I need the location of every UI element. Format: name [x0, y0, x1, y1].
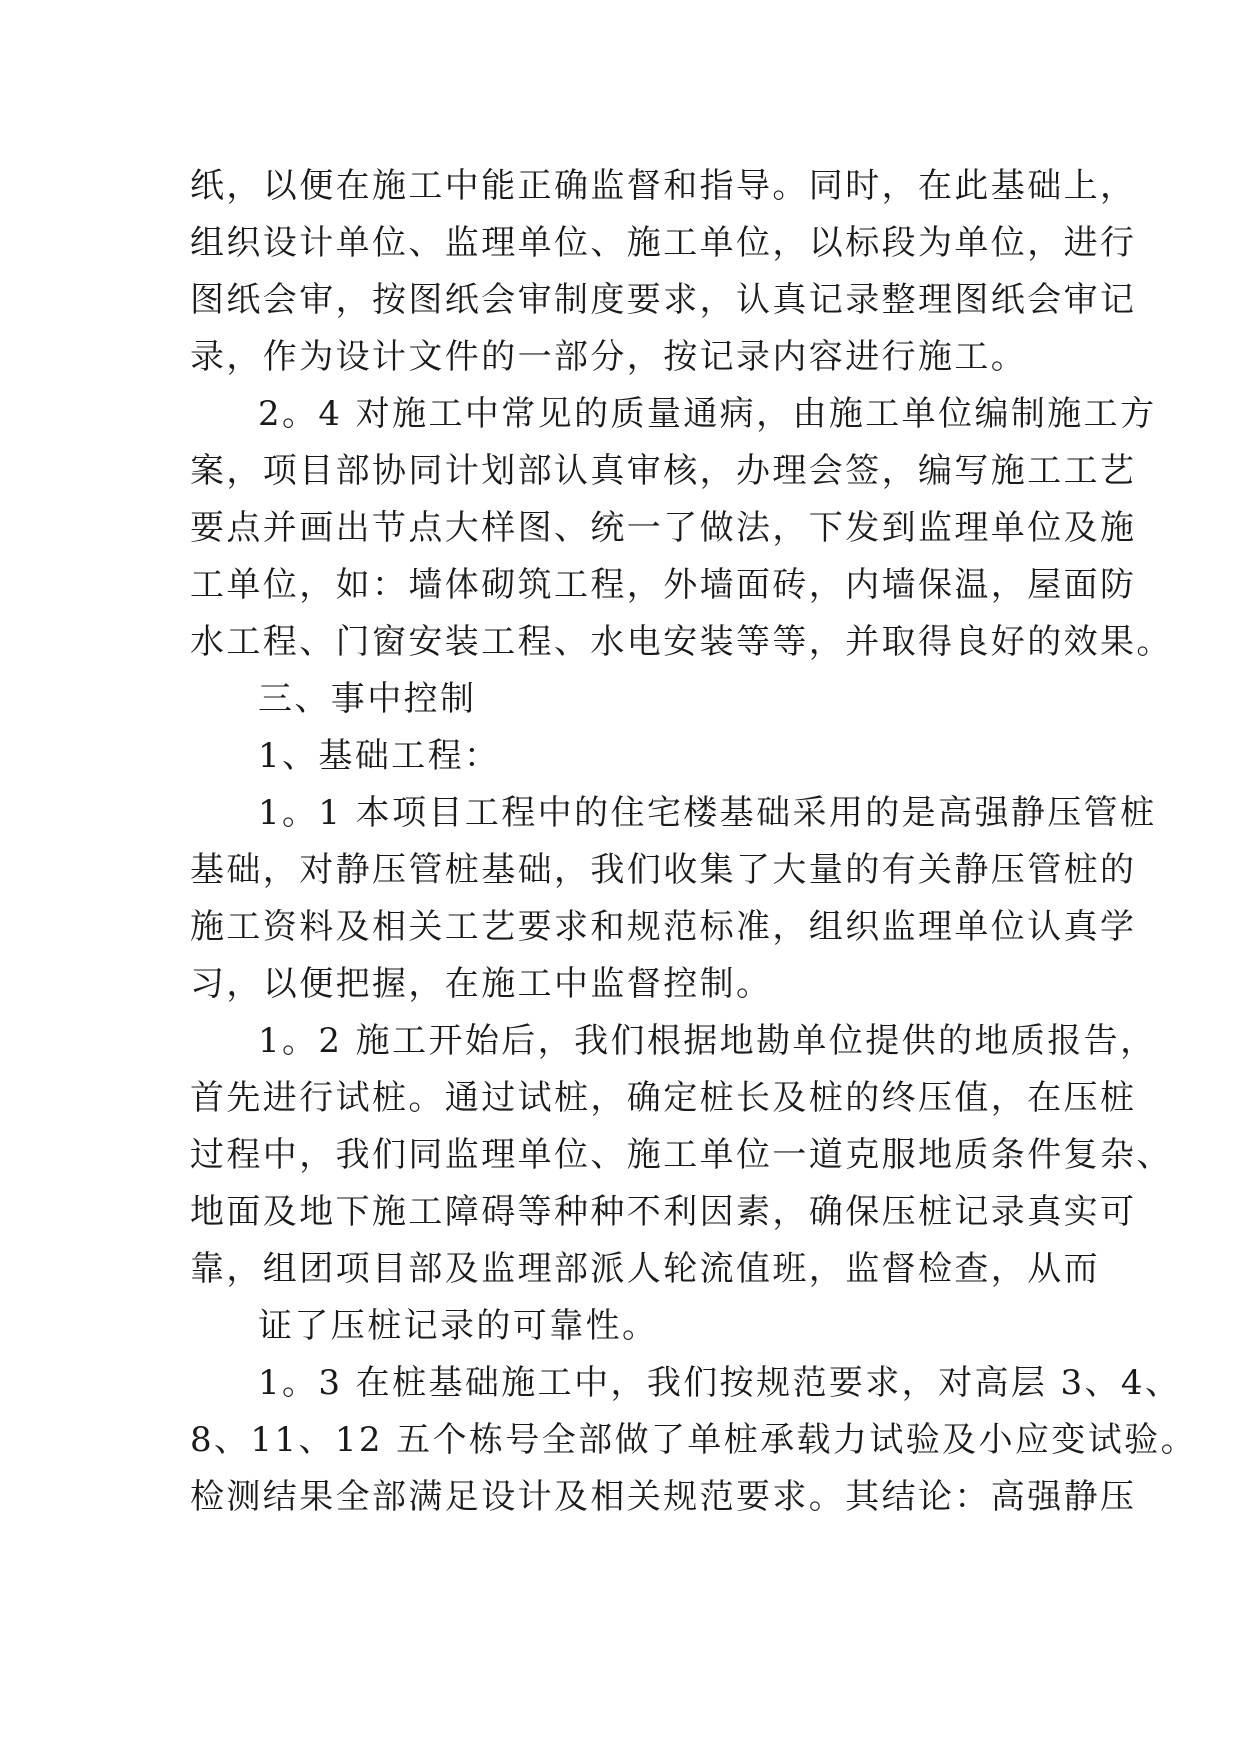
text-line: 过程中，我们同监理单位、施工单位一道克服地质条件复杂、	[190, 1135, 1173, 1175]
text-line: 要点并画出节点大样图、统一了做法，下发到监理单位及施	[190, 508, 1137, 548]
text-line: 案，项目部协同计划部认真审核，办理会签，编写施工工艺	[190, 451, 1137, 491]
text-line: 检测结果全部满足设计及相关规范要求。其结论：高强静压	[190, 1477, 1137, 1517]
text-line: 1。1 本项目工程中的住宅楼基础采用的是高强静压管桩	[258, 793, 1157, 833]
text-line: 2。4 对施工中常见的质量通病，由施工单位编制施工方	[258, 394, 1157, 434]
text-line: 图纸会审，按图纸会审制度要求，认真记录整理图纸会审记	[190, 280, 1137, 320]
text-line: 基础，对静压管桩基础，我们收集了大量的有关静压管桩的	[190, 850, 1137, 890]
text-line: 习，以便把握，在施工中监督控制。	[190, 964, 773, 1004]
text-line: 靠，组团项目部及监理部派人轮流值班，监督检查，从而	[190, 1249, 1100, 1289]
text-line: 水工程、门窗安装工程、水电安装等等，并取得良好的效果。	[190, 622, 1173, 662]
body-text	[190, 158, 1197, 1526]
subsection-heading: 1、基础工程：	[258, 736, 501, 776]
text-line: 纸，以便在施工中能正确监督和指导。同时，在此基础上，	[190, 166, 1137, 206]
text-line: 工单位，如：墙体砌筑工程，外墙面砖，内墙保温，屋面防	[190, 565, 1137, 605]
text-line: 录，作为设计文件的一部分，按记录内容进行施工。	[190, 337, 1028, 377]
text-line: 1。3 在桩基础施工中，我们按规范要求，对高层 3、4、	[258, 1363, 1182, 1403]
text-line: 1。2 施工开始后，我们根据地勘单位提供的地质报告，	[258, 1021, 1157, 1061]
text-line: 8、11、12 五个栋号全部做了单桩承载力试验及小应变试验。	[190, 1420, 1197, 1460]
text-line: 施工资料及相关工艺要求和规范标准，组织监理单位认真学	[190, 907, 1137, 947]
text-line: 首先进行试桩。通过试桩，确定桩长及桩的终压值，在压桩	[190, 1078, 1137, 1118]
text-line: 组织设计单位、监理单位、施工单位，以标段为单位，进行	[190, 223, 1137, 263]
section-heading: 三、事中控制	[258, 679, 477, 719]
text-line: 证了压桩记录的可靠性。	[258, 1306, 659, 1346]
text-line: 地面及地下施工障碍等种种不利因素，确保压桩记录真实可	[190, 1192, 1137, 1232]
